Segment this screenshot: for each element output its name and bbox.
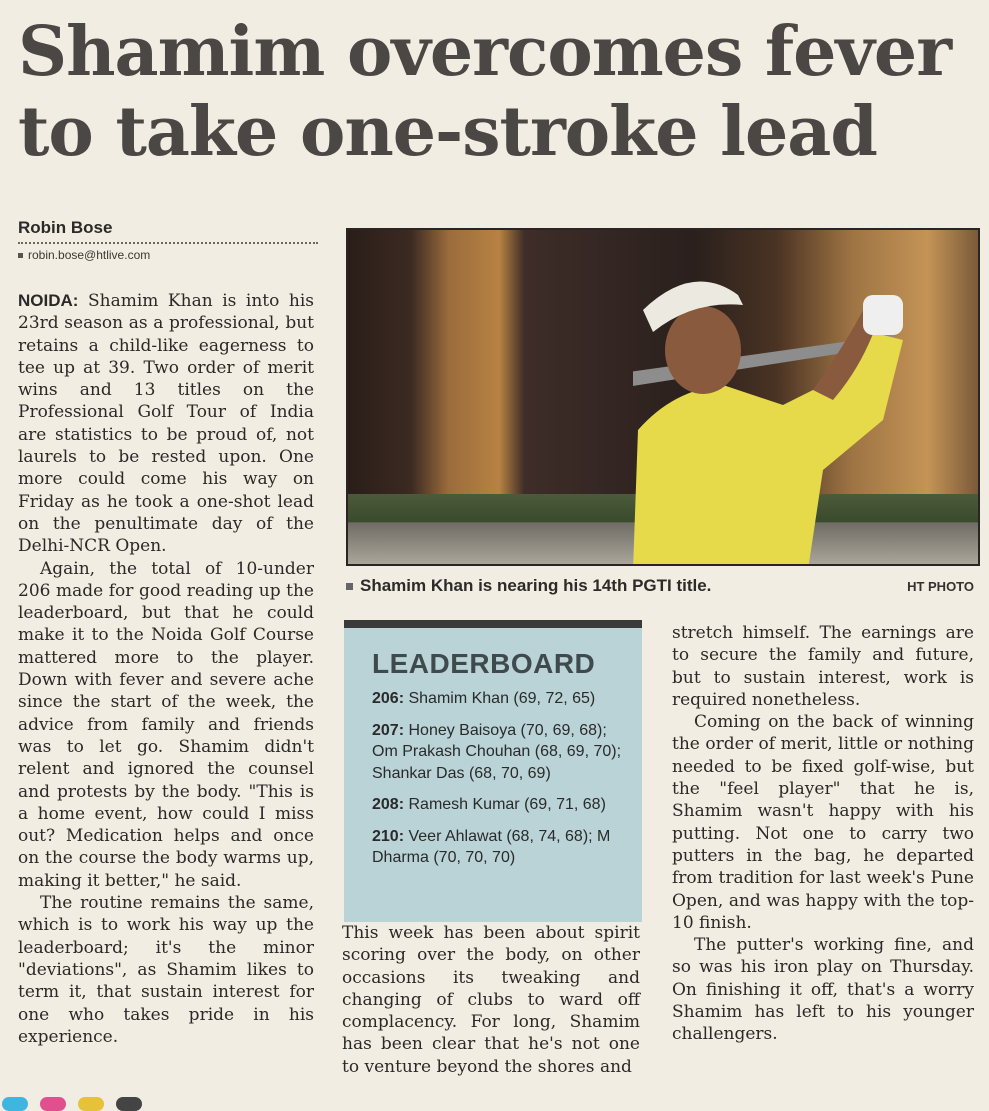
- photo-credit: HT PHOTO: [907, 579, 974, 594]
- photo-caption-text: Shamim Khan is nearing his 14th PGTI title.: [360, 576, 712, 595]
- page-edge-color-dots: [0, 1097, 989, 1105]
- leaderboard-score: 206:: [372, 690, 405, 707]
- leaderboard-entry: [372, 794, 624, 816]
- byline: [18, 218, 318, 262]
- color-dot: [116, 1097, 142, 1111]
- bullet-square-icon: [18, 253, 23, 258]
- leaderboard-score: 210:: [372, 827, 405, 845]
- article-paragraph-2: Again, the total of 10-under 206 made for good reading up the leaderboard, but that he could make it to the Noida Golf Course mattered more to the player. Down with fever and severe ache since the start of the week, the advice from family and friends was to let go. Shamim didn't relent and ignored the counsel and protests by the body. "This is a home event, how could I miss out? Medication helps and once on the course the body warms up, making it better," he said.: [18, 558, 314, 891]
- leaderboard-box: [344, 620, 642, 922]
- photo-caption: [346, 574, 976, 598]
- article-paragraph-1: [18, 290, 314, 558]
- article-column-3: [672, 622, 974, 1046]
- news-photo: [346, 228, 980, 566]
- article-column-1: [18, 290, 314, 1048]
- article-paragraph-4: This week has been about spirit scoring over the body, on other occasions its tweaking and changing of clubs to ward off complacency. For long, Shamim has been clear that he's not one to venture beyond the shores and: [342, 923, 640, 1077]
- author-name: Robin Bose: [18, 218, 318, 244]
- leaderboard-entry: [372, 688, 624, 710]
- author-email-text: robin.bose@htlive.com: [28, 248, 151, 262]
- article-paragraph-1-text: Shamim Khan is into his 23rd season as a professional, but retains a child-like eagerness to tee up at 39. Two order of merit wins and 13 titles on the Professional Golf Tour of India are statistics to be proud of, not laurels to be rested upon. One more could come his way on Friday as he took a one-shot lead on the penultimate day of the Delhi-NCR Open.: [18, 291, 314, 557]
- article-paragraph-5: stretch himself. The earnings are to secure the family and future, but to sustain interest, work is required nonetheless.: [672, 623, 974, 710]
- leaderboard-entry: [372, 720, 624, 785]
- headline-line-1: Shamim overcomes fever: [18, 12, 952, 92]
- article-column-2: [342, 922, 640, 1078]
- article-paragraph-3: The routine remains the same, which is to work his way up the leaderboard; it's the minor "deviations", as Shamim likes to term it, that sustain interest for one who takes pride in his experience.: [18, 893, 314, 1047]
- color-dot: [78, 1097, 104, 1111]
- photo-caption-text-wrap: [346, 576, 711, 596]
- leaderboard-entry: [372, 826, 624, 869]
- leaderboard-score: 208:: [372, 796, 405, 813]
- leaderboard-players: Honey Baisoya (70, 69, 68); Om Prakash Chouhan (68, 69, 70); Shankar Das (68, 70, 69): [372, 721, 622, 782]
- leaderboard-players: Shamim Khan (69, 72, 65): [408, 690, 596, 707]
- bullet-square-icon: [346, 583, 353, 590]
- article-paragraph-7: The putter's working fine, and so was his iron play on Thursday. On finishing it off, that's a worry Shamim has left to his younger challengers.: [672, 935, 974, 1045]
- article-paragraph-6: Coming on the back of winning the order of merit, little or nothing needed to be fixed golf-wise, but the "feel player" that he is, Shamim wasn't happy with his putting. Not one to carry two putters in the bag, he departed from tradition for last week's Pune Open, and was happy with the top-10 finish.: [672, 712, 974, 933]
- leaderboard-title: LEADERBOARD: [372, 648, 596, 679]
- leaderboard-score: 207:: [372, 721, 405, 739]
- headline: [18, 12, 978, 172]
- golfer-illustration: [633, 270, 933, 566]
- color-dot: [40, 1097, 66, 1111]
- leaderboard-players: Ramesh Kumar (69, 71, 68): [408, 796, 606, 813]
- color-dot: [2, 1097, 28, 1111]
- leaderboard-players: Veer Ahlawat (68, 74, 68); M Dharma (70, 70, 70): [372, 827, 611, 866]
- headline-line-2: to take one-stroke lead: [18, 92, 877, 172]
- dateline: NOIDA:: [18, 291, 79, 310]
- author-email[interactable]: [18, 248, 318, 262]
